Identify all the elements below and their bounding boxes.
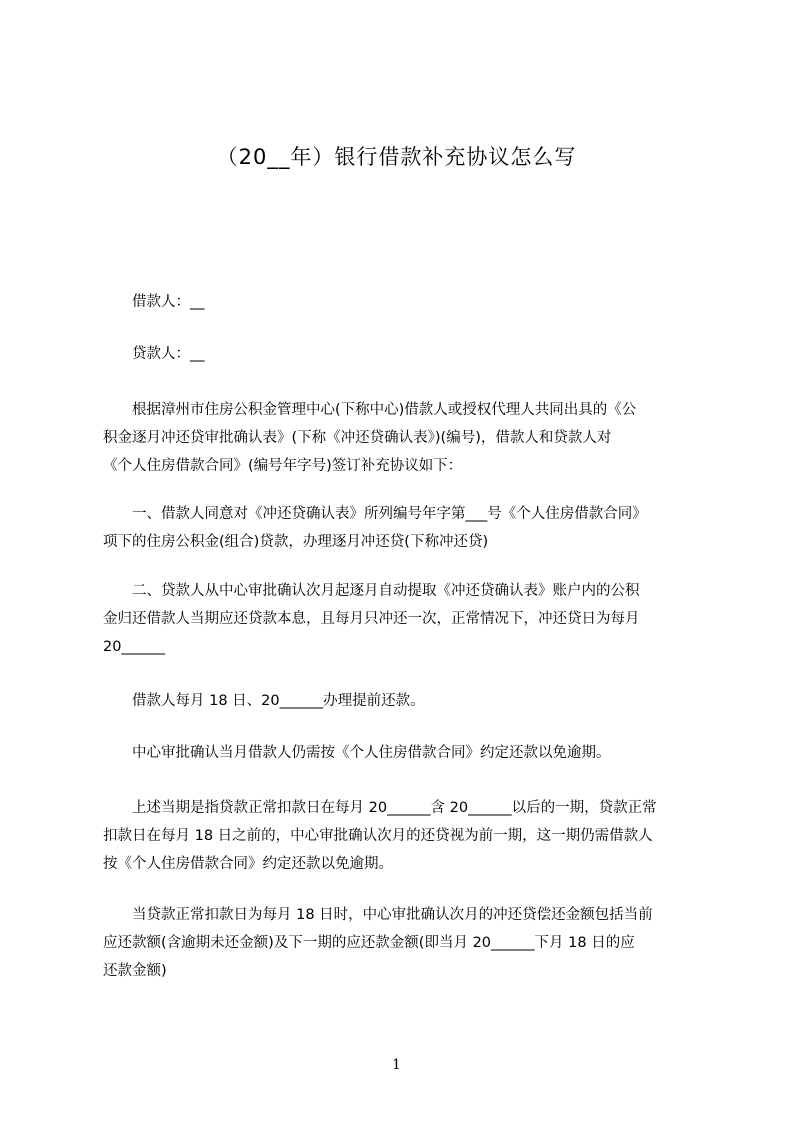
paragraph-line: 贷款人：__: [103, 346, 205, 362]
paragraph-early-repayment: [103, 687, 703, 715]
paragraph-clause-two: [103, 577, 703, 661]
paragraph-line: 应还款额(含逾期未还金额)及下一期的应还款金额(即当月 20______下月 18 日的应: [103, 935, 635, 951]
paragraph-borrower: [103, 288, 703, 316]
paragraph-current-period: [103, 794, 703, 878]
paragraph-line: 中心审批确认当月借款人仍需按《个人住房借款合同》约定还款以免逾期。: [103, 745, 611, 761]
paragraph-line: 上述当期是指贷款正常扣款日在每月 20______含 20______以后的一期，贷款正常: [103, 800, 657, 816]
document-title: （20__年）银行借款补充协议怎么写: [216, 145, 577, 169]
paragraph-line: 二、贷款人从中心审批确认次月起逐月自动提取《冲还贷确认表》账户内的公积: [103, 583, 640, 599]
paragraph-preamble: [103, 396, 703, 480]
paragraph-line: 金归还借款人当期应还贷款本息，且每月只冲还一次，正常情况下，冲还贷日为每月: [103, 611, 640, 627]
paragraph-line: 积金逐月冲还贷审批确认表》(下称《冲还贷确认表》)(编号)，借款人和贷款人对: [103, 430, 612, 446]
paragraph-line: 《个人住房借款合同》(编号年字号)签订补充协议如下：: [103, 458, 463, 474]
paragraph-line: 一、借款人同意对《冲还贷确认表》所列编号年字第___号《个人住房借款合同》: [103, 506, 647, 522]
paragraph-repayment-amount: [103, 901, 703, 985]
paragraph-line: 借款人每月 18 日、20______办理提前还款。: [103, 693, 425, 709]
page-number: 1: [392, 1057, 401, 1073]
paragraph-line: 借款人：__: [103, 294, 205, 310]
paragraph-line: 20______: [103, 639, 165, 655]
paragraph-line: 项下的住房公积金(组合)贷款，办理逐月冲还贷(下称冲还贷): [103, 534, 489, 550]
paragraph-line: 按《个人住房借款合同》约定还款以免逾期。: [103, 856, 393, 872]
paragraph-clause-one: [103, 500, 703, 556]
paragraph-line: 还款金额): [103, 963, 167, 979]
paragraph-approval-month: [103, 739, 703, 767]
paragraph-line: 根据漳州市住房公积金管理中心(下称中心)借款人或授权代理人共同出具的《公: [103, 402, 637, 418]
paragraph-line: 当贷款正常扣款日为每月 18 日时，中心审批确认次月的冲还贷偿还金额包括当前: [103, 907, 653, 923]
paragraph-line: 扣款日在每月 18 日之前的，中心审批确认次月的还贷视为前一期，这一期仍需借款人: [103, 828, 653, 844]
paragraph-lender: [103, 340, 703, 368]
